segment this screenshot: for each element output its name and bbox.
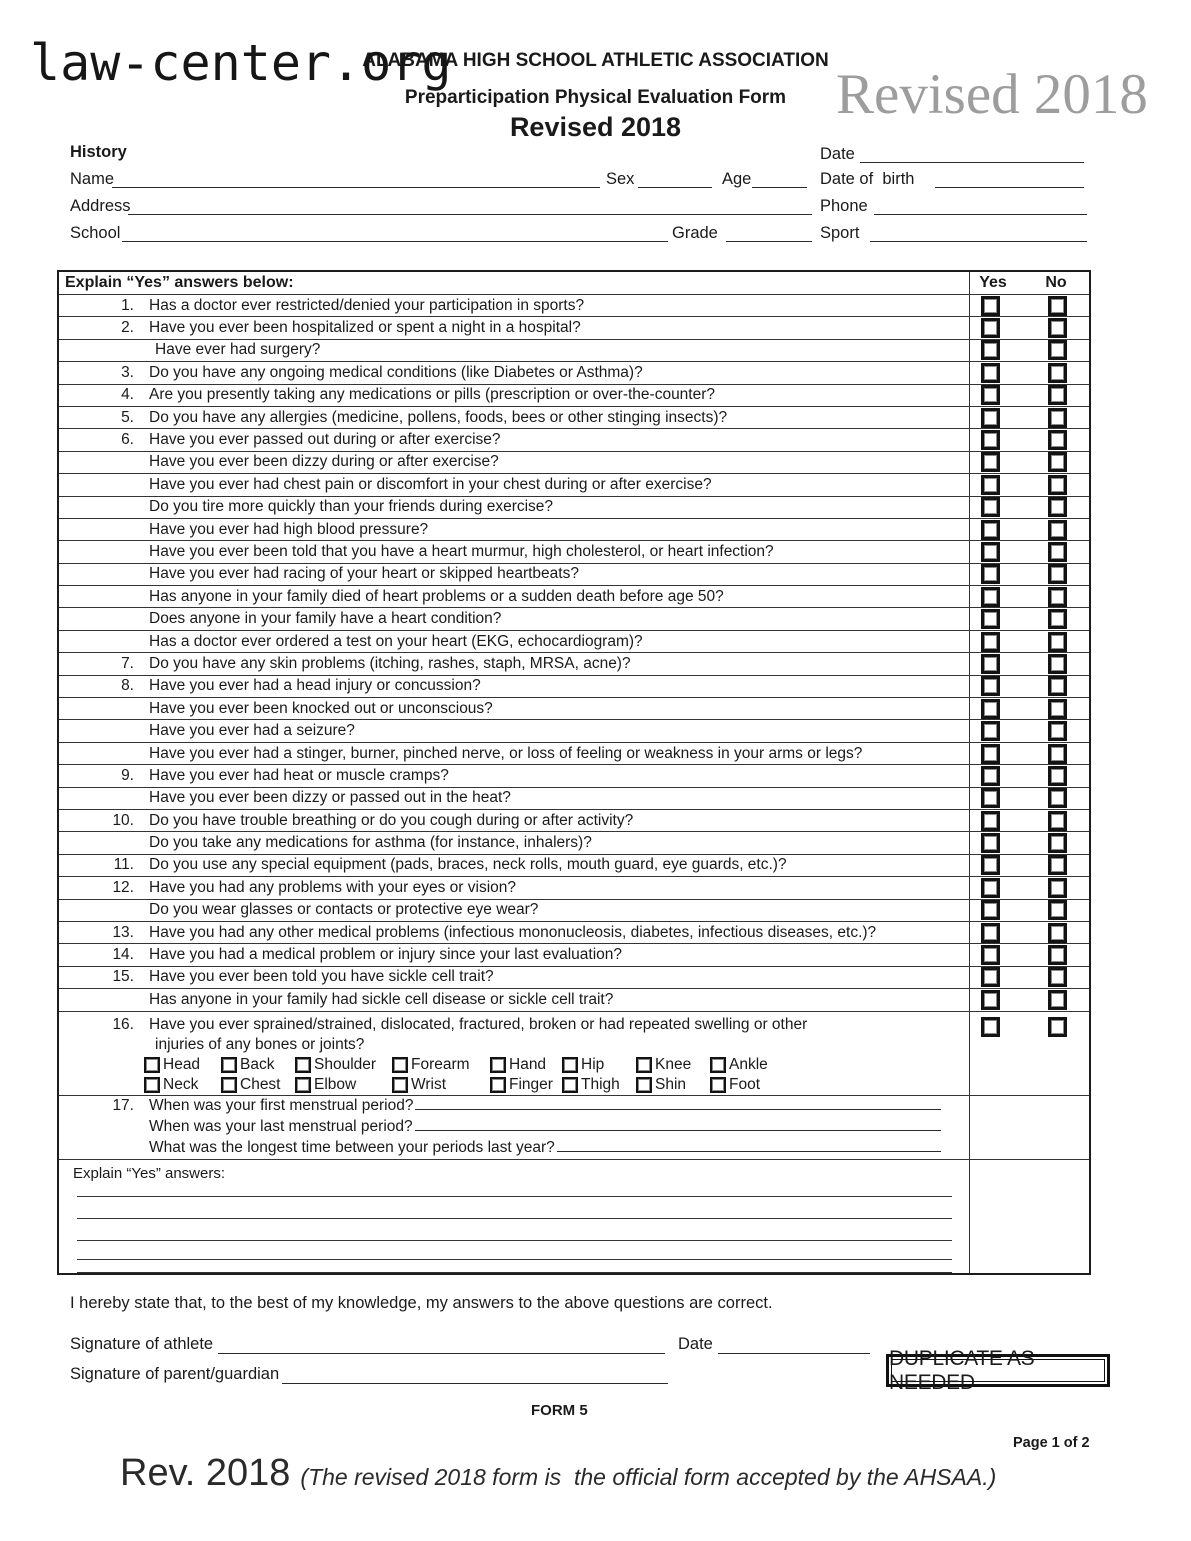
no-checkbox[interactable] xyxy=(1048,654,1067,674)
yes-checkbox[interactable] xyxy=(981,967,1000,987)
explain-answer-line[interactable] xyxy=(77,1240,952,1241)
sport-field-line[interactable] xyxy=(870,241,1087,242)
question-row xyxy=(59,473,1089,495)
question-text: Have you ever been dizzy or passed out in the heat? xyxy=(149,789,511,807)
question-text: Have you ever been knocked out or unconscious? xyxy=(149,699,493,717)
explain-answer-line[interactable] xyxy=(77,1196,952,1197)
question-text: Has a doctor ever restricted/denied your participation in sports? xyxy=(149,296,585,314)
table-header-row xyxy=(59,272,1089,294)
bodypart-checkbox-head[interactable] xyxy=(144,1057,160,1073)
bodypart-label: Neck xyxy=(163,1075,199,1093)
bodypart-checkbox-thigh[interactable] xyxy=(562,1077,578,1093)
question-row xyxy=(59,831,1089,853)
rev-note: (The revised 2018 form is the official form accepted by the AHSAA.) xyxy=(300,1464,997,1490)
bodypart-label: Back xyxy=(240,1055,275,1073)
question-text: Do you use any special equipment (pads, braces, neck rolls, mouth guard, eye guards, etc.)? xyxy=(149,856,787,874)
question-number: 13. xyxy=(112,923,134,941)
question-text: Have you ever had heat or muscle cramps? xyxy=(149,766,449,784)
question-text: Do you have any allergies (medicine, pollens, foods, bees or other stinging insects)? xyxy=(149,408,728,426)
yes-checkbox[interactable] xyxy=(981,363,1000,383)
question-text: Have you had any other medical problems (infectious mononucleosis, diabetes, infectious diseases, etc.)? xyxy=(149,923,877,941)
bodypart-item xyxy=(710,1076,969,1094)
no-checkbox[interactable] xyxy=(1048,564,1067,584)
question-text: What was the longest time between your periods last year? xyxy=(149,1138,555,1156)
question-number: 2. xyxy=(121,319,134,337)
no-checkbox[interactable] xyxy=(1048,788,1067,808)
sport-label: Sport xyxy=(820,224,860,242)
question-row xyxy=(59,854,1089,876)
yes-checkbox[interactable] xyxy=(981,699,1000,719)
phone-label: Phone xyxy=(820,197,868,215)
bodypart-label: Shin xyxy=(655,1075,687,1093)
question-number: 5. xyxy=(121,408,134,426)
question-text: Have you ever been dizzy during or after exercise? xyxy=(149,453,499,471)
question-row xyxy=(59,675,1089,697)
question-number: 7. xyxy=(121,654,134,672)
revised-watermark: Revised 2018 xyxy=(836,63,1148,126)
question-row xyxy=(59,742,1089,764)
no-checkbox[interactable] xyxy=(1048,990,1067,1010)
question-text: When was your last menstrual period? xyxy=(149,1117,413,1135)
bodypart-item xyxy=(144,1076,221,1094)
yes-checkbox[interactable] xyxy=(981,744,1000,764)
question-row xyxy=(59,809,1089,831)
bodypart-label: Hip xyxy=(581,1055,605,1073)
question-row xyxy=(59,921,1089,943)
question-row xyxy=(59,428,1089,450)
question-text: Does anyone in your family have a heart condition? xyxy=(149,610,502,628)
no-checkbox[interactable] xyxy=(1048,699,1067,719)
bodypart-label: Chest xyxy=(240,1075,281,1093)
name-field-line[interactable] xyxy=(112,187,600,188)
yes-checkbox[interactable] xyxy=(981,654,1000,674)
question-text: Do you have any skin problems (itching, rashes, staph, MRSA, acne)? xyxy=(149,654,631,672)
no-checkbox[interactable] xyxy=(1048,811,1067,831)
yes-checkbox[interactable] xyxy=(981,632,1000,652)
question-row xyxy=(59,899,1089,921)
explain-answer-line[interactable] xyxy=(77,1259,952,1260)
question-text: Have you had any problems with your eyes or vision? xyxy=(149,878,517,896)
no-checkbox[interactable] xyxy=(1048,855,1067,875)
bodypart-checkbox-ankle[interactable] xyxy=(710,1057,726,1073)
no-checkbox[interactable] xyxy=(1048,1017,1067,1037)
question-text: Have you ever passed out during or after exercise? xyxy=(149,431,501,449)
bodypart-checkbox-hip[interactable] xyxy=(562,1057,578,1073)
yes-checkbox[interactable] xyxy=(981,766,1000,786)
no-column-header: No xyxy=(1045,274,1067,291)
question-number: 12. xyxy=(112,878,134,896)
signature-date-label: Date xyxy=(678,1335,713,1353)
sex-label: Sex xyxy=(606,170,635,188)
question-text: Have you ever sprained/strained, dislocated, fractured, broken or had repeated swelling or other xyxy=(149,1015,808,1033)
yes-checkbox[interactable] xyxy=(981,833,1000,853)
yes-checkbox[interactable] xyxy=(981,945,1000,965)
question-row xyxy=(59,876,1089,898)
question-row xyxy=(59,966,1089,988)
bodypart-item xyxy=(221,1076,295,1094)
bodypart-item xyxy=(562,1056,636,1074)
question-text: Have you ever had a stinger, burner, pinched nerve, or loss of feeling or weakness in your arms or legs? xyxy=(149,744,863,762)
yes-checkbox[interactable] xyxy=(981,296,1000,316)
question-row xyxy=(59,652,1089,674)
question-text: Have you had a medical problem or injury since your last evaluation? xyxy=(149,946,622,964)
bodypart-label: Knee xyxy=(655,1055,692,1073)
no-checkbox[interactable] xyxy=(1048,542,1067,562)
explain-answer-line[interactable] xyxy=(77,1272,952,1273)
yes-checkbox[interactable] xyxy=(981,564,1000,584)
no-checkbox[interactable] xyxy=(1048,900,1067,920)
no-checkbox[interactable] xyxy=(1048,587,1067,607)
question-text: Have you ever had a seizure? xyxy=(149,722,355,740)
explain-answers-row xyxy=(59,1159,1089,1274)
question-number: 1. xyxy=(121,296,134,314)
no-checkbox[interactable] xyxy=(1048,497,1067,517)
bodypart-checkbox-knee[interactable] xyxy=(636,1057,652,1073)
yes-checkbox[interactable] xyxy=(981,408,1000,428)
bodypart-checkbox-shin[interactable] xyxy=(636,1077,652,1093)
athlete-signature-label: Signature of athlete xyxy=(70,1335,214,1353)
yes-checkbox[interactable] xyxy=(981,609,1000,629)
parent-signature-line[interactable] xyxy=(282,1383,668,1384)
date-label: Date xyxy=(820,145,855,163)
question-row xyxy=(59,764,1089,786)
bodypart-checkbox-chest[interactable] xyxy=(221,1077,237,1093)
question-number-spacer xyxy=(59,1035,134,1055)
bodypart-item xyxy=(636,1076,710,1094)
parent-signature-label: Signature of parent/guardian xyxy=(70,1365,280,1383)
explain-answers-label: Explain “Yes” answers: xyxy=(73,1164,226,1182)
bodypart-checkbox-forearm[interactable] xyxy=(392,1057,408,1073)
no-checkbox[interactable] xyxy=(1048,632,1067,652)
question-row xyxy=(59,361,1089,383)
bodypart-checkbox-foot[interactable] xyxy=(710,1077,726,1093)
form-title: Preparticipation Physical Evaluation Form xyxy=(404,87,787,108)
question-row xyxy=(59,540,1089,562)
question-row xyxy=(59,339,1089,361)
questions-table xyxy=(57,270,1091,1275)
last-period-field-line[interactable] xyxy=(415,1117,941,1131)
no-checkbox[interactable] xyxy=(1048,452,1067,472)
bodypart-item xyxy=(144,1056,221,1074)
question-row xyxy=(59,316,1089,338)
yes-checkbox[interactable] xyxy=(981,385,1000,405)
yes-checkbox[interactable] xyxy=(981,475,1000,495)
no-checkbox[interactable] xyxy=(1048,609,1067,629)
question-text: Have ever had surgery? xyxy=(155,341,321,359)
phone-field-line[interactable] xyxy=(874,214,1087,215)
question-text: Do you have any ongoing medical conditions (like Diabetes or Asthma)? xyxy=(149,363,643,381)
no-checkbox[interactable] xyxy=(1048,408,1067,428)
bodypart-row-2 xyxy=(144,1075,969,1095)
signature-date-line[interactable] xyxy=(718,1353,870,1354)
question-text: Has a doctor ever ordered a test on your heart (EKG, echocardiogram)? xyxy=(149,632,643,650)
no-checkbox[interactable] xyxy=(1048,721,1067,741)
no-checkbox[interactable] xyxy=(1048,520,1067,540)
yes-checkbox[interactable] xyxy=(981,923,1000,943)
yes-checkbox[interactable] xyxy=(981,430,1000,450)
yes-checkbox[interactable] xyxy=(981,452,1000,472)
bodypart-label: Wrist xyxy=(411,1075,447,1093)
yes-checkbox[interactable] xyxy=(981,811,1000,831)
bodypart-item xyxy=(710,1056,969,1074)
dob-label: Date of birth xyxy=(820,170,915,188)
date-field-line[interactable] xyxy=(860,162,1084,163)
org-title: ALABAMA HIGH SCHOOL ATHLETIC ASSOCIATION xyxy=(362,50,829,71)
bodypart-label: Shoulder xyxy=(314,1055,377,1073)
yes-checkbox[interactable] xyxy=(981,542,1000,562)
bodypart-item xyxy=(295,1056,392,1074)
question-number: 10. xyxy=(112,811,134,829)
question-row-16 xyxy=(59,1011,1089,1095)
address-field-line[interactable] xyxy=(128,214,812,215)
question-row xyxy=(59,719,1089,741)
question-row xyxy=(59,294,1089,316)
bodypart-item xyxy=(562,1076,636,1094)
bodypart-item xyxy=(392,1076,490,1094)
question-row xyxy=(59,585,1089,607)
question-number: 15. xyxy=(112,968,134,986)
question-number: 11. xyxy=(113,856,134,874)
question-number: 16. xyxy=(112,1015,134,1033)
question-row xyxy=(59,518,1089,540)
question-number: 8. xyxy=(121,677,134,695)
site-watermark: law-center.org xyxy=(30,34,452,92)
age-field-line[interactable] xyxy=(752,187,807,188)
question-row-17 xyxy=(59,1095,1089,1159)
bodypart-item xyxy=(392,1056,490,1074)
bodypart-label: Foot xyxy=(729,1075,761,1093)
bodypart-checkbox-back[interactable] xyxy=(221,1057,237,1073)
yes-checkbox[interactable] xyxy=(981,497,1000,517)
question-text: Has anyone in your family died of heart problems or a sudden death before age 50? xyxy=(149,587,724,605)
no-checkbox[interactable] xyxy=(1048,676,1067,696)
question-text: Have you ever been told that you have a heart murmur, high cholesterol, or heart infection? xyxy=(149,542,774,560)
question-row xyxy=(59,496,1089,518)
question-row xyxy=(59,563,1089,585)
no-checkbox[interactable] xyxy=(1048,296,1067,316)
no-checkbox[interactable] xyxy=(1048,430,1067,450)
question-number: 6. xyxy=(121,431,134,449)
certification-statement: I hereby state that, to the best of my knowledge, my answers to the above questions are correct. xyxy=(70,1294,773,1312)
yes-column-header: Yes xyxy=(979,274,1007,291)
yes-checkbox[interactable] xyxy=(981,1017,1000,1037)
question-number: 4. xyxy=(121,386,134,404)
bodypart-item xyxy=(490,1076,562,1094)
no-checkbox[interactable] xyxy=(1048,744,1067,764)
bodypart-label: Hand xyxy=(509,1055,547,1073)
bodypart-checkbox-shoulder[interactable] xyxy=(295,1057,311,1073)
yes-checkbox[interactable] xyxy=(981,721,1000,741)
question-row xyxy=(59,630,1089,652)
no-checkbox[interactable] xyxy=(1048,833,1067,853)
bodypart-checkbox-elbow[interactable] xyxy=(295,1077,311,1093)
bodypart-label: Forearm xyxy=(411,1055,470,1073)
yes-checkbox[interactable] xyxy=(981,340,1000,360)
question-text: Have you ever had a head injury or concussion? xyxy=(149,677,481,695)
bodypart-checkbox-finger[interactable] xyxy=(490,1077,506,1093)
yes-checkbox[interactable] xyxy=(981,788,1000,808)
question-row xyxy=(59,697,1089,719)
yes-checkbox[interactable] xyxy=(981,990,1000,1010)
bodypart-label: Head xyxy=(163,1055,201,1073)
bodypart-label: Finger xyxy=(509,1075,553,1093)
no-checkbox[interactable] xyxy=(1048,923,1067,943)
yes-checkbox[interactable] xyxy=(981,900,1000,920)
yes-checkbox[interactable] xyxy=(981,520,1000,540)
question-text: Are you presently taking any medications or pills (prescription or over-the-counter? xyxy=(149,386,716,404)
athlete-signature-line[interactable] xyxy=(218,1353,665,1354)
question-number: 9. xyxy=(121,766,134,784)
question-number: 14. xyxy=(112,946,134,964)
age-label: Age xyxy=(722,170,752,188)
question-text: Have you ever had chest pain or discomfort in your chest during or after exercise? xyxy=(149,475,712,493)
page-number: Page 1 of 2 xyxy=(1013,1435,1090,1451)
no-checkbox[interactable] xyxy=(1048,878,1067,898)
yes-checkbox[interactable] xyxy=(981,878,1000,898)
question-text: Do you take any medications for asthma (for instance, inhalers)? xyxy=(149,834,592,852)
grade-label: Grade xyxy=(672,224,718,242)
no-checkbox[interactable] xyxy=(1048,945,1067,965)
question-row xyxy=(59,787,1089,809)
bodypart-row-1 xyxy=(144,1055,969,1075)
question-row xyxy=(59,607,1089,629)
bodypart-item xyxy=(295,1076,392,1094)
bodypart-item xyxy=(221,1056,295,1074)
revision-title: Revised 2018 xyxy=(509,112,682,142)
bodypart-checkbox-hand[interactable] xyxy=(490,1057,506,1073)
longest-time-field-line[interactable] xyxy=(557,1138,941,1152)
question-text: Do you tire more quickly than your friends during exercise? xyxy=(149,498,554,516)
question-text: Have you ever had high blood pressure? xyxy=(149,520,429,538)
question-text: Do you wear glasses or contacts or protective eye wear? xyxy=(149,901,539,919)
no-checkbox[interactable] xyxy=(1048,475,1067,495)
no-checkbox[interactable] xyxy=(1048,318,1067,338)
no-checkbox[interactable] xyxy=(1048,766,1067,786)
no-checkbox[interactable] xyxy=(1048,363,1067,383)
question-row xyxy=(59,943,1089,965)
question-text: Have you ever been told you have sickle cell trait? xyxy=(149,968,494,986)
no-checkbox[interactable] xyxy=(1048,385,1067,405)
bodypart-label: Elbow xyxy=(314,1075,357,1093)
question-row xyxy=(59,988,1089,1010)
grade-field-line[interactable] xyxy=(726,241,812,242)
question-number: 17. xyxy=(112,1096,134,1114)
history-section-label: History xyxy=(70,143,127,161)
school-field-line[interactable] xyxy=(122,241,668,242)
bodypart-item xyxy=(490,1056,562,1074)
revision-footer xyxy=(120,1452,996,1495)
bodypart-checkbox-wrist[interactable] xyxy=(392,1077,408,1093)
school-label: School xyxy=(70,224,121,242)
name-label: Name xyxy=(70,170,115,188)
question-text: Have you ever had racing of your heart or skipped heartbeats? xyxy=(149,565,579,583)
question-text: Has anyone in your family had sickle cell disease or sickle cell trait? xyxy=(149,990,614,1008)
table-header-label: Explain “Yes” answers below: xyxy=(65,274,294,291)
bodypart-label: Thigh xyxy=(581,1075,620,1093)
form-number: FORM 5 xyxy=(531,1402,588,1419)
first-period-field-line[interactable] xyxy=(415,1096,941,1110)
question-row xyxy=(59,384,1089,406)
bodypart-label: Ankle xyxy=(729,1055,768,1073)
question-number: 3. xyxy=(121,363,134,381)
no-checkbox[interactable] xyxy=(1048,340,1067,360)
dob-field-line[interactable] xyxy=(935,187,1084,188)
question-text: Have you ever been hospitalized or spent a night in a hospital? xyxy=(149,319,581,337)
question-text: When was your first menstrual period? xyxy=(149,1096,414,1114)
address-label: Address xyxy=(70,197,131,215)
duplicate-as-needed-box: DUPLICATE AS NEEDED xyxy=(886,1354,1110,1387)
yes-checkbox[interactable] xyxy=(981,855,1000,875)
bodypart-item xyxy=(636,1056,710,1074)
question-text: Do you have trouble breathing or do you cough during or after activity? xyxy=(149,811,634,829)
bodypart-checkbox-neck[interactable] xyxy=(144,1077,160,1093)
yes-checkbox[interactable] xyxy=(981,676,1000,696)
no-checkbox[interactable] xyxy=(1048,967,1067,987)
question-row xyxy=(59,406,1089,428)
sex-field-line[interactable] xyxy=(638,187,712,188)
explain-answer-line[interactable] xyxy=(77,1218,952,1219)
yes-checkbox[interactable] xyxy=(981,318,1000,338)
question-row xyxy=(59,451,1089,473)
yes-checkbox[interactable] xyxy=(981,587,1000,607)
question-text-line2: injuries of any bones or joints? xyxy=(155,1035,365,1053)
rev-label: Rev. 2018 xyxy=(120,1452,291,1494)
